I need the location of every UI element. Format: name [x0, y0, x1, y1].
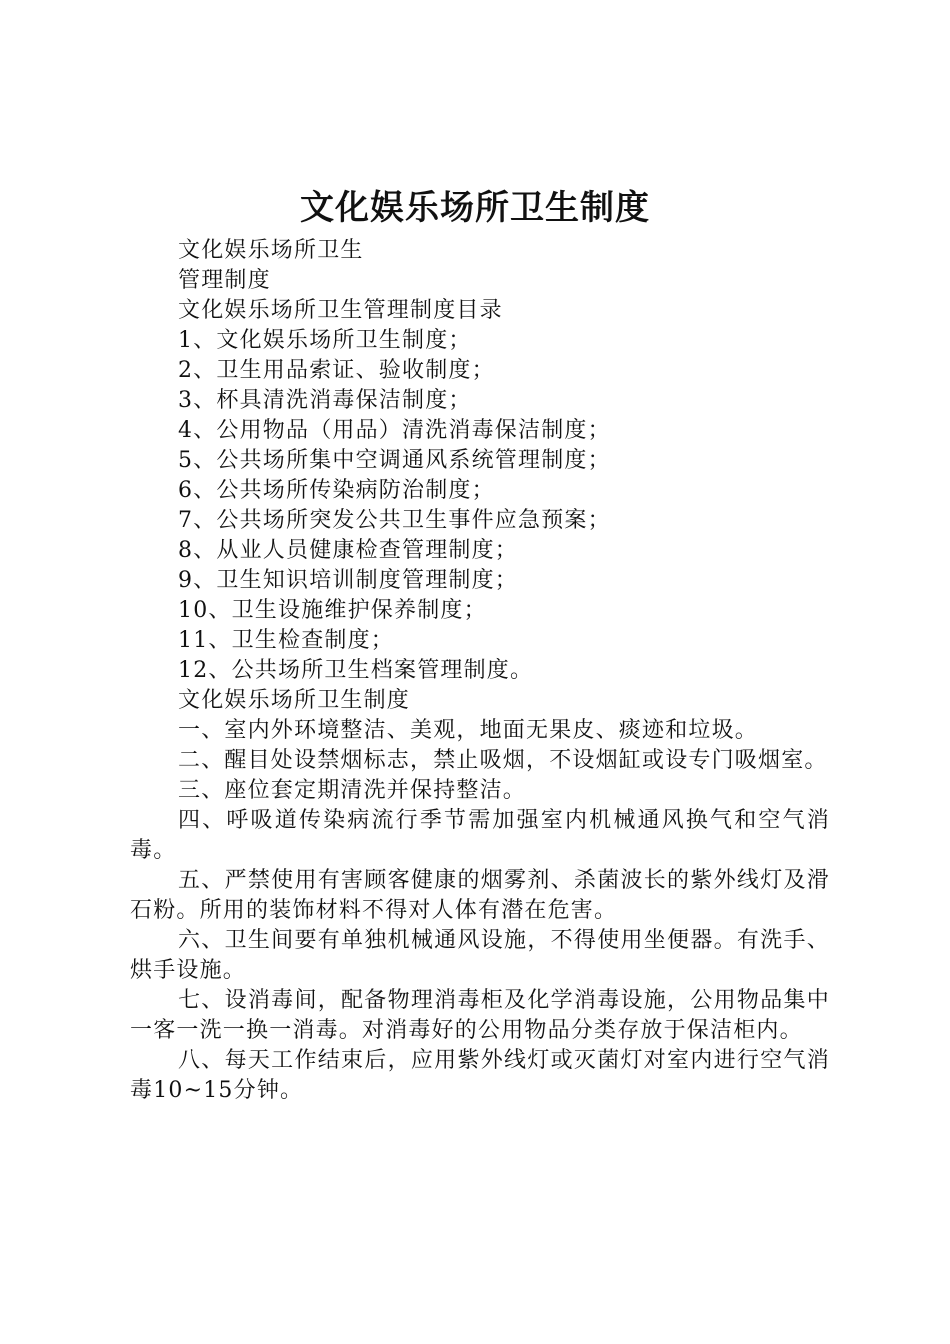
text-line: 文化娱乐场所卫生 — [178, 238, 364, 263]
rule-item: 一、室内外环境整洁、美观，地面无果皮、痰迹和垃圾。 — [178, 718, 759, 743]
toc-item: 6、公共场所传染病防治制度； — [178, 478, 495, 503]
toc-item: 10、卫生设施维护保养制度； — [178, 598, 487, 623]
toc-item: 11、卫生检查制度； — [178, 628, 394, 653]
rule-paragraph: 五、严禁使用有害顾客健康的烟雾剂、杀菌波长的紫外线灯及滑石粉。所用的装饰材料不得对人体有潜在危害。 — [130, 868, 830, 923]
document-title: 文化娱乐场所卫生制度 — [300, 188, 650, 228]
toc-item: 3、杯具清洗消毒保洁制度； — [178, 388, 472, 413]
toc-item: 12、公共场所卫生档案管理制度。 — [178, 658, 534, 683]
document-body — [130, 236, 830, 1106]
rule-paragraph: 七、设消毒间，配备物理消毒柜及化学消毒设施，公用物品集中一客一洗一换一消毒。对消毒好的公用物品分类存放于保洁柜内。 — [130, 988, 830, 1043]
toc-heading: 文化娱乐场所卫生管理制度目录 — [178, 298, 503, 323]
rule-paragraph: 八、每天工作结束后，应用紫外线灯或灭菌灯对室内进行空气消毒10~15分钟。 — [130, 1048, 830, 1103]
rule-paragraph: 六、卫生间要有单独机械通风设施，不得使用坐便器。有洗手、烘手设施。 — [130, 928, 830, 983]
toc-item: 9、卫生知识培训制度管理制度； — [178, 568, 518, 593]
toc-item: 2、卫生用品索证、验收制度； — [178, 358, 495, 383]
rule-paragraph: 三、座位套定期清洗并保持整洁。 — [178, 778, 527, 803]
toc-item: 4、公用物品（用品）清洗消毒保洁制度； — [178, 418, 611, 443]
section-heading: 文化娱乐场所卫生制度 — [178, 688, 411, 713]
toc-item: 1、文化娱乐场所卫生制度； — [178, 328, 472, 353]
toc-item: 8、从业人员健康检查管理制度； — [178, 538, 518, 563]
rule-paragraph: 四、呼吸道传染病流行季节需加强室内机械通风换气和空气消毒。 — [130, 808, 830, 863]
toc-item: 5、公共场所集中空调通风系统管理制度； — [178, 448, 611, 473]
rule-paragraph: 二、醒目处设禁烟标志，禁止吸烟，不设烟缸或设专门吸烟室。 — [178, 748, 828, 773]
text-line: 管理制度 — [178, 268, 271, 293]
toc-item: 7、公共场所突发公共卫生事件应急预案； — [178, 508, 611, 533]
